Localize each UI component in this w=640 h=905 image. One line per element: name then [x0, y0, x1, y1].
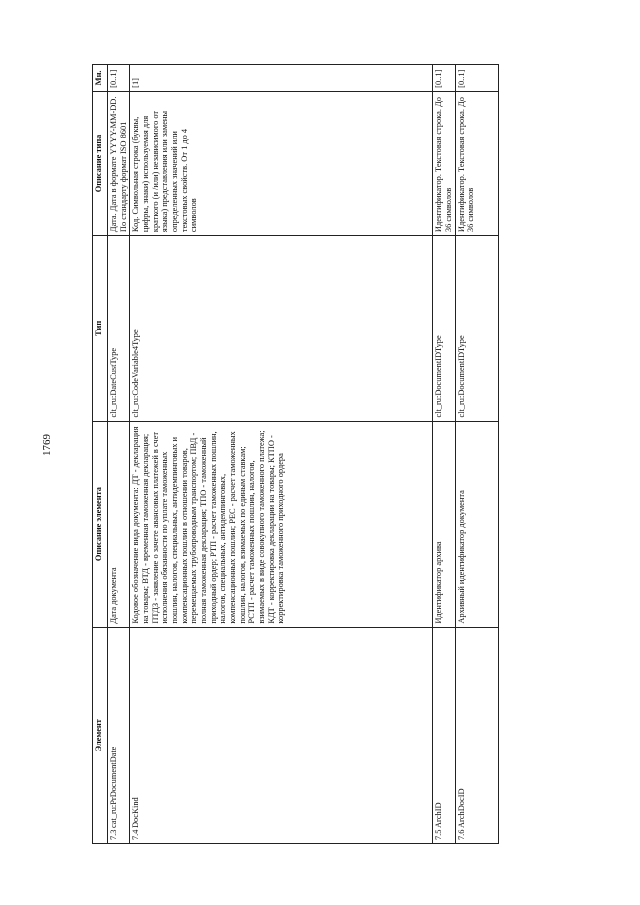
cell-type: clt_ru:DateCustType [108, 236, 130, 421]
cell-element [455, 627, 498, 843]
cell-element-desc: Архивный идентификатор документа [455, 421, 498, 627]
header-element-desc: Описание элемента [93, 421, 108, 627]
cell-type-desc: Идентификатор. Текстовая строка. До 36 символов [455, 91, 498, 235]
cell-mn: [1] [130, 65, 433, 92]
header-type: Тип [93, 236, 108, 421]
table-row [455, 65, 498, 844]
element-table [92, 64, 499, 844]
cell-element-desc: Кодовое обозначение вида документа: ДТ - декларация на товары; ВТД - временная таможенная декларация; ПТДЗ - заявление о зачете авансовых платежей в счет исполнения обязанности по уплате таможенных пошлин, налогов, специальных, антидемпинговых и компенсационных пошлин в отношении товаров, перемещаемых трубопроводным транспортом; ПВД - полная таможенная декларация; ТПО - таможенный приходный ордер; РТП - расчет таможенных пошлин, налогов, специальных, антидемпинговых, компенсационных пошлин; РЕС - расчет таможенных пошлин, налогов, взимаемых по единым ставкам; РСТП - расчет таможенных пошлин, налогов, взимаемых в виде совокупного таможенного платежа; КДТ - корректировка декларации на товары; КТПО - корректировка таможенного приходного ордера [130, 421, 433, 627]
header-type-desc: Описание типа [93, 91, 108, 235]
cell-element-desc: Дата документа [108, 421, 130, 627]
cell-mn: [0..1] [455, 65, 498, 92]
header-mn: Мн. [93, 65, 108, 92]
cell-type-desc: Код. Символьная строка (буквы, цифры, знаки) используемая для краткого (и /или) независимого от языка) представления или замены определенных значений или текстовых свойств. От 1 до 4 символов [130, 91, 433, 235]
row-number: 7.4 [131, 829, 141, 840]
cell-element-desc: Идентификатор архива [433, 421, 455, 627]
row-number: 7.5 [434, 829, 444, 840]
table-row [108, 65, 130, 844]
element-name: DocKind [131, 797, 141, 828]
cell-type: clt_ru:DocumentIDType [433, 236, 455, 421]
cell-type-desc: Идентификатор. Текстовая строка. До 36 символов [433, 91, 455, 235]
cell-type: clt_ru:CodeVariable4Type [130, 236, 433, 421]
row-number: 7.3 [109, 829, 118, 840]
cell-element [130, 627, 433, 843]
element-name: cat_ru:PrDocumentDate [109, 746, 118, 828]
table-row [130, 65, 433, 844]
cell-mn: [0..1] [433, 65, 455, 92]
cell-type-desc: Дата. Дата в формате YYYY-MM-DD. По стандарту формат ISO 8601 [108, 91, 130, 235]
cell-element [433, 627, 455, 843]
header-element: Элемент [93, 627, 108, 843]
table-row [433, 65, 455, 844]
cell-element [108, 627, 130, 843]
row-number: 7.6 [456, 829, 466, 840]
element-name: ArchID [434, 802, 444, 828]
rotated-page-content [92, 64, 525, 844]
cell-mn: [0..1] [108, 65, 130, 92]
cell-type: clt_ru:DocumentIDType [455, 236, 498, 421]
element-name: ArchDocID [456, 788, 466, 828]
page-number: 1769 [41, 434, 53, 456]
table-header-row [93, 65, 108, 844]
